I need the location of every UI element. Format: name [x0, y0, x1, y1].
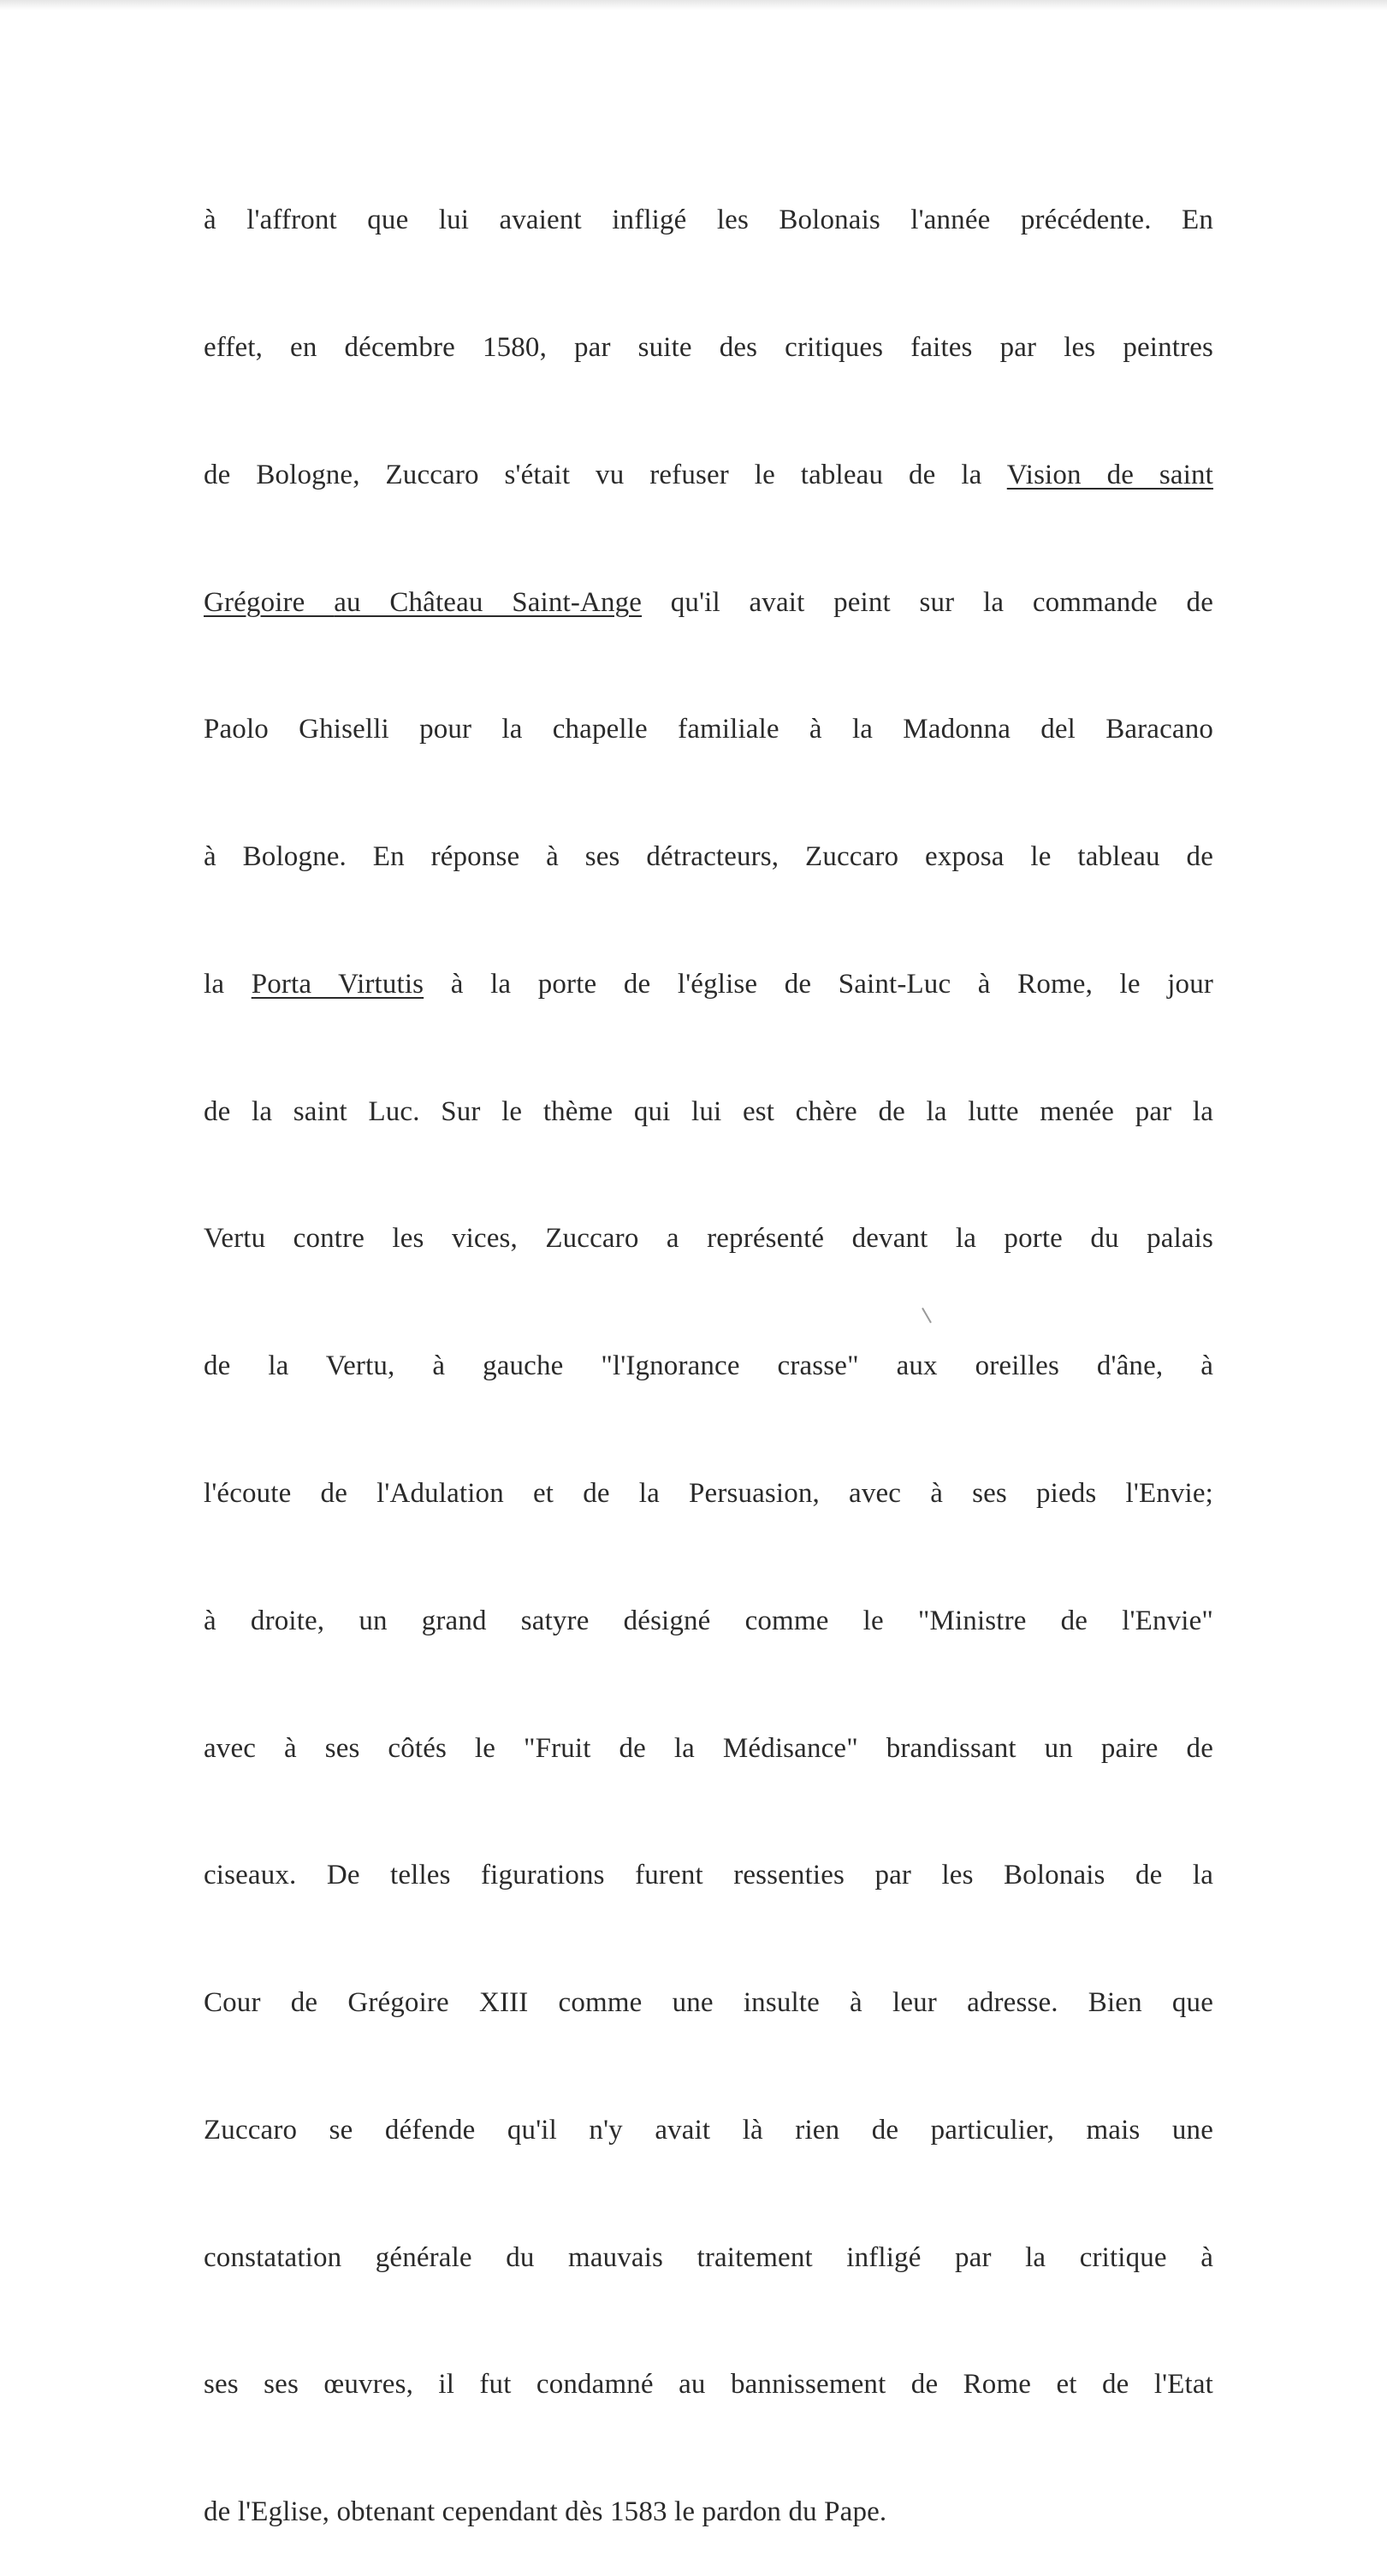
text-line-13-content: avec à ses côtés le "Fruit de la Médisance" brandissant un paire de: [204, 1732, 1213, 1764]
text-line-16-content: Zuccaro se défende qu'il n'y avait là rien de particulier, mais une: [204, 2114, 1213, 2146]
artwork-title-vision-chateau: au Château Saint-Ange: [334, 586, 643, 618]
text-line-19-content: de l'Eglise, obtenant cependant dès 1583 le pardon du Pape.: [204, 2496, 887, 2528]
text-line-4: [204, 582, 1213, 625]
text-line-6-content: à Bologne. En réponse à ses détracteurs, Zuccaro exposa le tableau de: [204, 841, 1213, 873]
text-line-18-content: ses ses œuvres, il fut condamné au bannissement de Rome et de l'Etat: [204, 2369, 1213, 2401]
artwork-title-porta-virtutis: Porta Virtutis: [251, 968, 424, 1000]
text-line-8: [204, 1091, 1213, 1134]
text-line-10: [204, 1345, 1213, 1388]
text-line-14: [204, 1855, 1213, 1897]
text-line-3-content: de Bologne, Zuccaro s'était vu refuser le tableau de la: [204, 459, 982, 490]
artwork-title-vision-part2: [204, 587, 642, 618]
text-line-16: [204, 2110, 1213, 2152]
text-line-18: [204, 2364, 1213, 2407]
text-line-6: [204, 836, 1213, 879]
text-line-7-content: à la porte de l'église de Saint-Luc à Rome, le jour: [450, 968, 1213, 1000]
text-line-13: [204, 1728, 1213, 1771]
text-line-7-start: la: [204, 968, 225, 1000]
text-line-2-content: effet, en décembre 1580, par suite des critiques faites par les peintres: [204, 331, 1213, 363]
text-line-2: [204, 327, 1213, 370]
text-line-1-content: à l'affront que lui avaient infligé les Bolonais l'année précédente. En: [204, 205, 1213, 236]
text-line-1: [204, 199, 1213, 242]
text-line-7: [204, 964, 1213, 1006]
text-line-10-content: de la Vertu, à gauche "l'Ignorance crasse" aux oreilles d'âne, à: [204, 1350, 1213, 1382]
text-line-11: [204, 1473, 1213, 1516]
text-line-9: [204, 1218, 1213, 1261]
scan-edge-shadow: [0, 0, 1387, 10]
text-line-4-content: qu'il avait peint sur la commande de: [670, 586, 1213, 618]
text-line-12: [204, 1600, 1213, 1643]
artwork-title-vision-part1: Vision de saint: [1006, 459, 1213, 490]
text-line-11-content: l'écoute de l'Adulation et de la Persuasion, avec à ses pieds l'Envie;: [204, 1478, 1213, 1509]
text-line-17: [204, 2237, 1213, 2280]
text-line-19: [204, 2491, 1213, 2534]
document-body: [204, 115, 1213, 2576]
text-line-8-content: de la saint Luc. Sur le thème qui lui est chère de la lutte menée par la: [204, 1095, 1213, 1127]
text-line-17-content: constatation générale du mauvais traitement infligé par la critique à: [204, 2241, 1213, 2273]
text-line-12-content: à droite, un grand satyre désigné comme le "Ministre de l'Envie": [204, 1605, 1213, 1636]
text-line-3: [204, 454, 1213, 497]
text-line-15-content: Cour de Grégoire XIII comme une insulte à leur adresse. Bien que: [204, 1987, 1213, 2019]
text-line-5-content: Paolo Ghiselli pour la chapelle familiale à la Madonna del Baracano: [204, 714, 1213, 745]
text-line-15: [204, 1982, 1213, 2025]
text-line-5: [204, 709, 1213, 751]
text-line-14-content: ciseaux. De telles figurations furent ressenties par les Bolonais de la: [204, 1860, 1213, 1891]
text-line-9-content: Vertu contre les vices, Zuccaro a représenté devant la porte du palais: [204, 1223, 1213, 1255]
artwork-title-vision-gregoire: Grégoire: [204, 586, 305, 618]
